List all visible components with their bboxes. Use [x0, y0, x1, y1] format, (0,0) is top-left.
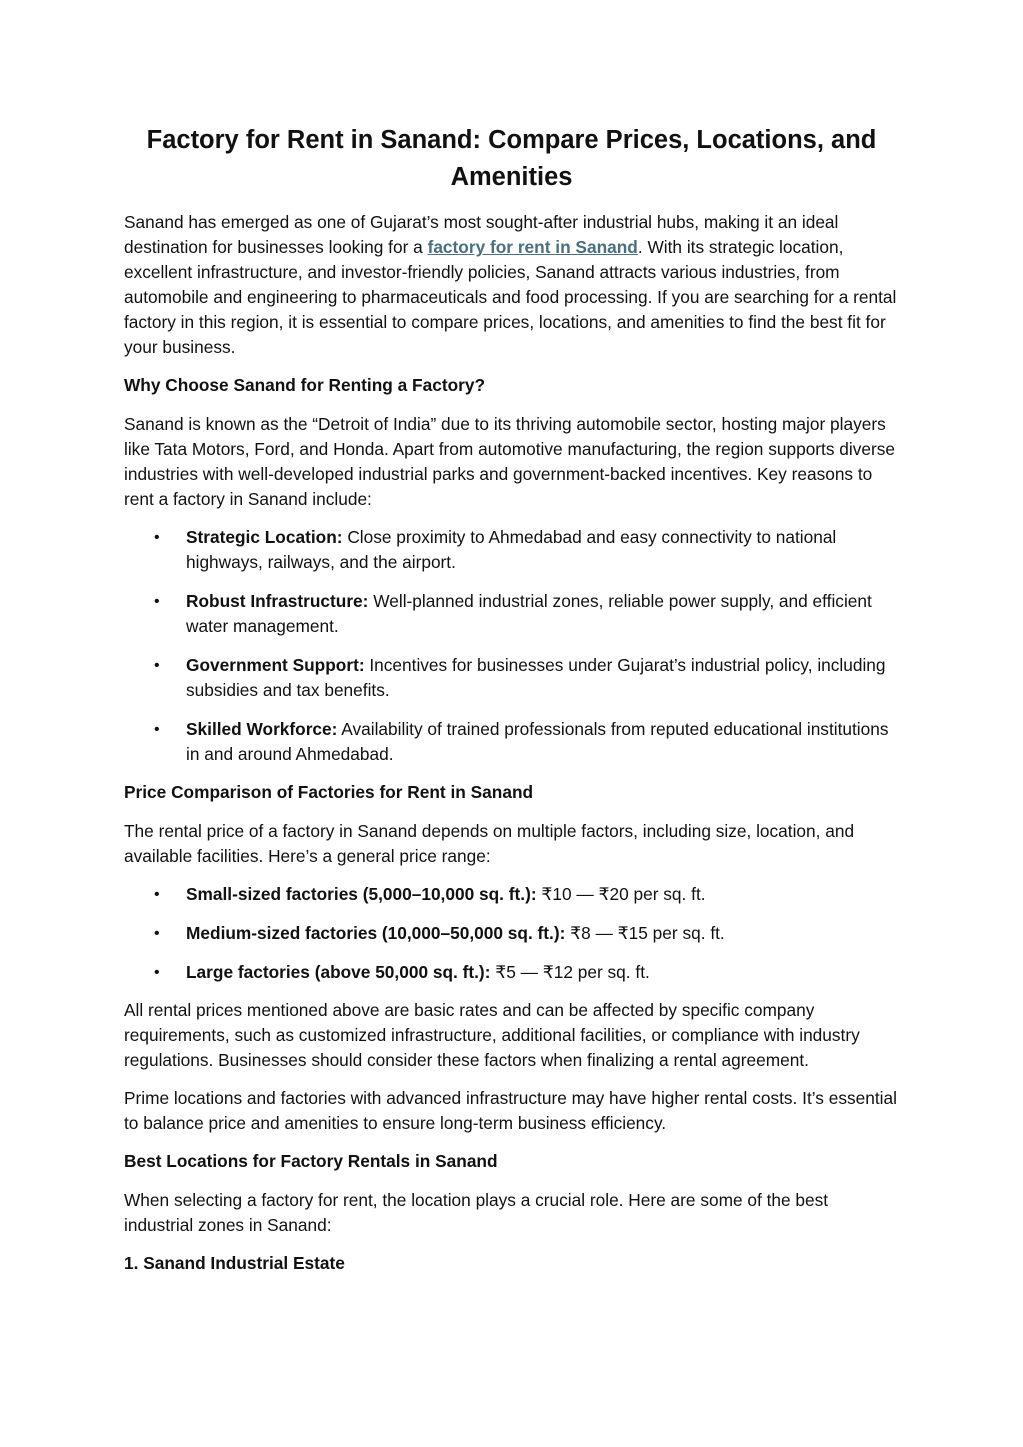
- why-paragraph: Sanand is known as the “Detroit of India” due to its thriving automobile sector, hosting major players like Tata Motors, Ford, and Honda. Apart from automotive manufacturing, the region supports diverse industries with well-developed industrial parks and government-backed incentives. Key reasons to rent a factory in Sanand include:: [124, 414, 896, 509]
- list-item-lead: Strategic Location:: [186, 527, 343, 547]
- subheading-sanand-industrial-estate: 1. Sanand Industrial Estate: [124, 1253, 345, 1273]
- price-note-paragraph-2: Prime locations and factories with advanced infrastructure may have higher rental costs. It’s essential to balance price and amenities to ensure long-term business efficiency.: [124, 1088, 897, 1133]
- section-heading-price: Price Comparison of Factories for Rent in Sanand: [124, 782, 534, 802]
- list-item-text: ₹5 — ₹12 per sq. ft.: [490, 962, 650, 982]
- page-title: Factory for Rent in Sanand: Compare Prices, Locations, and Amenities: [146, 126, 877, 191]
- list-item-lead: Government Support:: [186, 655, 365, 675]
- list-item-lead: Large factories (above 50,000 sq. ft.):: [186, 962, 491, 982]
- intro-text-after-link: . With its strategic location, excellent infrastructure, and investor-friendly policies, Sanand attracts various industries, from automobile and engineering to pharmaceuticals and food processing. If you are searching for a rental factory in this region, it is essential to compare prices, locations, and amenities to find the best fit for your business.: [124, 237, 897, 357]
- factory-for-rent-link[interactable]: factory for rent in Sanand: [427, 237, 638, 257]
- bullet-icon: •: [154, 721, 160, 738]
- list-item: [124, 653, 899, 703]
- list-item-text: Availability of trained professionals from reputed educational institutions in and around Ahmedabad.: [186, 719, 889, 764]
- price-note-paragraph: All rental prices mentioned above are basic rates and can be affected by specific company requirements, such as customized infrastructure, additional facilities, or compliance with industry regulations. Businesses should consider these factors when finalizing a rental agreement.: [124, 1000, 860, 1070]
- list-item: [124, 960, 899, 985]
- intro-paragraph: [124, 210, 899, 360]
- list-item-lead: Small-sized factories (5,000–10,000 sq. ft.):: [186, 884, 537, 904]
- bullet-icon: •: [154, 529, 160, 546]
- list-item-lead: Skilled Workforce:: [186, 719, 338, 739]
- list-item: [124, 525, 899, 575]
- article: [124, 122, 899, 1290]
- price-list: [124, 882, 899, 985]
- locations-paragraph: When selecting a factory for rent, the location plays a crucial role. Here are some of the best industrial zones in Sanand:: [124, 1190, 829, 1235]
- list-item-text: Close proximity to Ahmedabad and easy connectivity to national highways, railways, and the airport.: [186, 527, 837, 572]
- list-item-text: Incentives for businesses under Gujarat’s industrial policy, including subsidies and tax benefits.: [186, 655, 886, 700]
- intro-text-before-link: Sanand has emerged as one of Gujarat’s most sought-after industrial hubs, making it an ideal destination for businesses looking for a: [124, 212, 839, 257]
- bullet-icon: •: [154, 657, 160, 674]
- bullet-icon: •: [154, 886, 160, 903]
- list-item-lead: Medium-sized factories (10,000–50,000 sq. ft.):: [186, 923, 566, 943]
- list-item-text: ₹10 — ₹20 per sq. ft.: [536, 884, 706, 904]
- list-item: [124, 882, 899, 907]
- bullet-icon: •: [154, 593, 160, 610]
- list-item-text: ₹8 — ₹15 per sq. ft.: [565, 923, 725, 943]
- list-item: [124, 589, 899, 639]
- list-item: [124, 717, 899, 767]
- list-item: [124, 921, 899, 946]
- list-item-lead: Robust Infrastructure:: [186, 591, 369, 611]
- bullet-icon: •: [154, 964, 160, 981]
- list-item-text: Well-planned industrial zones, reliable power supply, and efficient water management.: [186, 591, 872, 636]
- price-paragraph: The rental price of a factory in Sanand depends on multiple factors, including size, location, and available facilities. Here’s a general price range:: [124, 821, 855, 866]
- section-heading-locations: Best Locations for Factory Rentals in Sanand: [124, 1151, 498, 1171]
- reasons-list: [124, 525, 899, 767]
- section-heading-why: Why Choose Sanand for Renting a Factory?: [124, 375, 486, 395]
- bullet-icon: •: [154, 925, 160, 942]
